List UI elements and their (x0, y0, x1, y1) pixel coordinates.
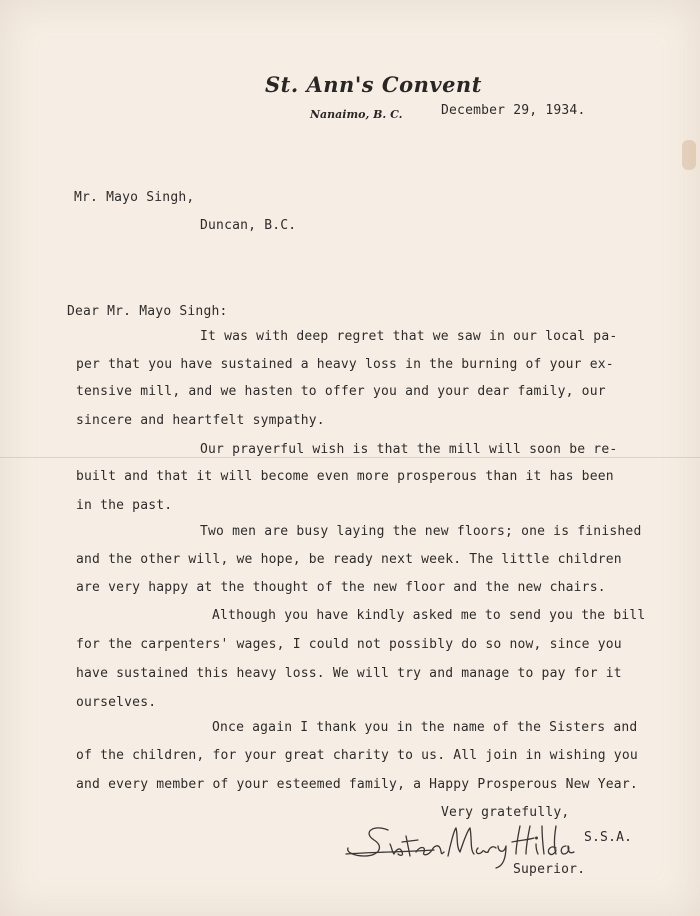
body-line: Two men are busy laying the new floors; one is finished (200, 524, 642, 539)
body-line: Our prayerful wish is that the mill will soon be re- (200, 442, 618, 457)
body-line: Although you have kindly asked me to send you the bill (212, 608, 646, 623)
body-line: for the carpenters' wages, I could not possibly do so now, since you (76, 637, 622, 652)
body-line: built and that it will become even more prosperous than it has been (76, 469, 614, 484)
signature-title: Superior. (513, 862, 586, 877)
body-line: have sustained this heavy loss. We will try and manage to pay for it (76, 666, 622, 681)
body-line: per that you have sustained a heavy loss in the burning of your ex- (76, 357, 614, 372)
body-line: tensive mill, and we hasten to offer you and your dear family, our (76, 384, 606, 399)
paper-stain (682, 140, 696, 170)
body-line: in the past. (76, 498, 173, 513)
body-line: are very happy at the thought of the new floor and the new chairs. (76, 580, 606, 595)
recipient-name: Mr. Mayo Singh, (74, 190, 195, 205)
letter-date: December 29, 1934. (441, 103, 586, 118)
salutation: Dear Mr. Mayo Singh: (67, 304, 228, 319)
paper-fold-line (0, 457, 700, 458)
body-line: of the children, for your great charity to us. All join in wishing you (76, 748, 638, 763)
body-line: sincere and heartfelt sympathy. (76, 413, 325, 428)
closing: Very gratefully, (441, 805, 570, 820)
letterhead-place: Nanaimo, B. C. (310, 108, 403, 121)
body-line: ourselves. (76, 695, 157, 710)
recipient-city: Duncan, B.C. (200, 218, 297, 233)
signature-suffix: S.S.A. (584, 830, 633, 845)
body-line: and every member of your esteemed family, a Happy Prosperous New Year. (76, 777, 638, 792)
body-line: Once again I thank you in the name of the Sisters and (212, 720, 638, 735)
body-line: It was with deep regret that we saw in our local pa- (200, 329, 618, 344)
body-line: and the other will, we hope, be ready next week. The little children (76, 552, 622, 567)
letterhead-name: St. Ann's Convent (265, 72, 482, 97)
